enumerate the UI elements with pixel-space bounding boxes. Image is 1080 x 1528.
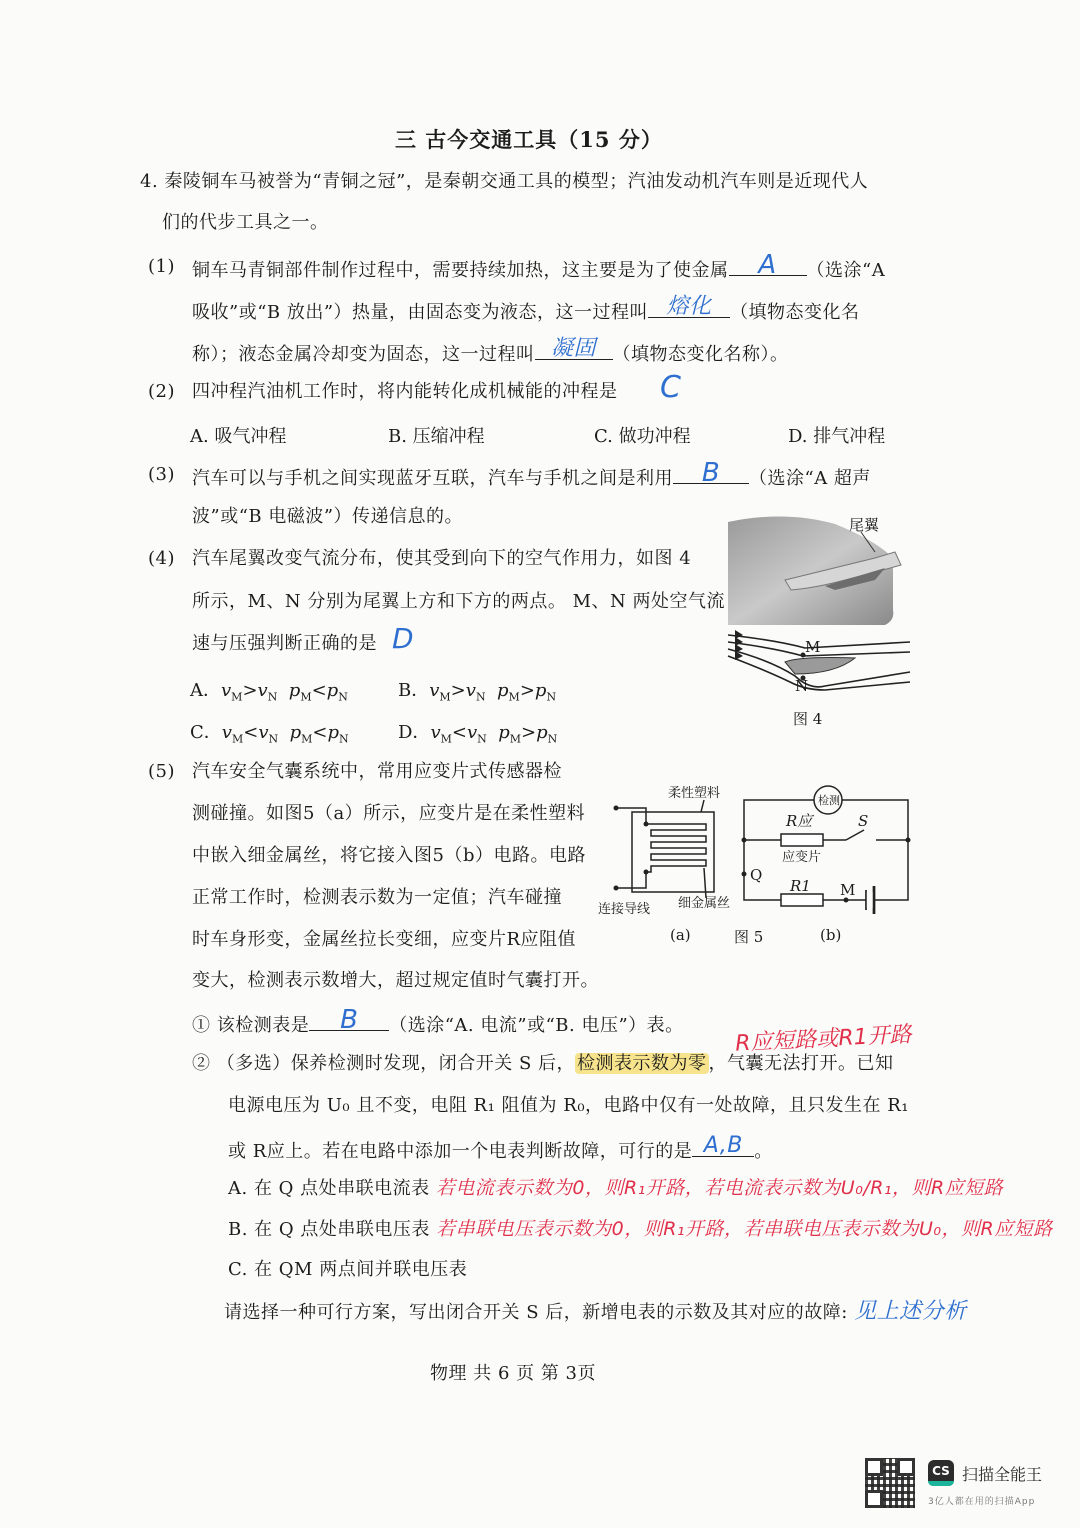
- red-margin-note: R应短路或R1开路: [734, 1022, 913, 1057]
- sub2-text: 或 R应上。若在电路中添加一个电表判断故障，可行的是: [228, 1141, 693, 1162]
- q4-p5-line: 变大，检测表示数增大，超过规定值时气囊打开。: [192, 970, 599, 991]
- q4-p1-text: （填物态变化名称）。: [612, 344, 789, 365]
- q4-p3-line2: 波”或“B 电磁波”）传递信息的。: [192, 506, 464, 527]
- q4-p1-text: 吸收”或“B 放出”）热量，由固态变为液态，这一过程叫: [192, 302, 649, 323]
- q4-p4-number: (4): [148, 548, 175, 569]
- watermark-app-name: 扫描全能王: [962, 1465, 1043, 1484]
- point-m-label: M: [805, 638, 821, 656]
- answer-blank[interactable]: [535, 336, 613, 361]
- page-footer: 物理 共 6 页 第 3页: [430, 1363, 597, 1384]
- sub2-text: ，气囊无法打开。已知: [708, 1053, 894, 1074]
- watermark-tagline: 3亿人都在用的扫描App: [928, 1497, 1036, 1507]
- figure-5: [596, 780, 916, 950]
- q4-intro-line1: 4. 秦陵铜车马被誉为“青铜之冠”，是秦朝交通工具的模型；汽油发动机汽车则是近现代人: [140, 171, 869, 192]
- q4-p2-number: (2): [148, 381, 175, 402]
- answer-blank[interactable]: [729, 250, 807, 280]
- lead-wire-label: 连接导线: [598, 902, 651, 917]
- q4-p1-line2: [192, 294, 860, 325]
- q4-p1-line1: [192, 250, 886, 283]
- handwritten-answer: 熔化: [666, 294, 712, 319]
- answer-blank[interactable]: [692, 1133, 754, 1158]
- q4-p5-line: 中嵌入细金属丝，将它接入图5（b）电路。电路: [192, 845, 586, 866]
- handwritten-answer: B: [701, 458, 721, 488]
- q4-p5-sub2-option-b: [228, 1217, 1053, 1242]
- q4-p5-sub2-option-c: C. 在 QM 两点间并联电压表: [228, 1259, 468, 1280]
- q4-p3-text: （选涂“A 超声: [749, 468, 871, 489]
- q4-intro-line2: 们的代步工具之一。: [162, 212, 329, 233]
- handwritten-answer: D: [392, 622, 414, 655]
- r-strain-label: R应: [786, 812, 813, 830]
- option-text: B. 在 Q 点处串联电压表: [228, 1219, 430, 1240]
- q4-p5-final-prompt: [224, 1300, 967, 1325]
- q4-p1-text: 称）；液态金属冷却变为固态，这一过程叫: [192, 344, 535, 365]
- red-handwritten-note: 若电流表示数为0，则R₁开路，若电流表示数为U₀/R₁，则R应短路: [435, 1177, 1004, 1199]
- camscanner-logo-icon: CS: [928, 1460, 954, 1486]
- r1-label: R1: [790, 877, 811, 895]
- q4-p1-text: （选涂“A: [806, 260, 886, 281]
- q4-p5-number: (5): [148, 761, 175, 782]
- sub1-number: ①: [192, 1015, 211, 1036]
- switch-label: S: [858, 812, 869, 830]
- q4-p3-number: (3): [148, 464, 175, 485]
- q4-p2-option-c: C. 做功冲程: [594, 426, 691, 447]
- sub1-text: 该检测表是: [216, 1015, 310, 1036]
- q4-p5-line: 测碰撞。如图5（a）所示，应变片是在柔性塑料: [192, 803, 586, 824]
- q4-p1-text: （填物态变化名: [730, 302, 860, 323]
- point-q-label: Q: [750, 866, 763, 884]
- strain-gauge-label: 应变片: [782, 850, 822, 865]
- q4-p4-option-b: B．$v_M>v_N$ $p_M>p_N$: [398, 680, 557, 704]
- sub2-text: （多选）保养检测时发现，闭合开关 S 后，: [216, 1053, 576, 1074]
- q4-p4-line3: 速与压强判断正确的是: [192, 633, 377, 654]
- red-handwritten-note: 若串联电压表示数为0，则R₁开路，若串联电压表示数为U₀，则R应短路: [436, 1218, 1053, 1240]
- q4-p2-option-d: D. 排气冲程: [788, 426, 886, 447]
- qr-code-icon: [865, 1458, 915, 1508]
- q4-p5-sub2-line2: 电源电压为 U₀ 且不变，电阻 R₁ 阻值为 R₀，电路中仅有一处故障，且只发生在 R₁: [228, 1095, 910, 1116]
- q4-p5-sub2-line3: [228, 1133, 773, 1164]
- plastic-label: 柔性塑料: [668, 786, 721, 801]
- q4-p4-option-c: C．$v_M<v_N$ $p_M<p_N$: [190, 722, 349, 746]
- q4-p4-line1: 汽车尾翼改变气流分布，使其受到向下的空气作用力，如图 4: [192, 548, 692, 569]
- highlighted-text: 检测表示数为零: [577, 1053, 707, 1074]
- q4-p1-number: (1): [148, 256, 175, 277]
- car-spoiler-illustration: [725, 510, 915, 730]
- figure-4-caption: 图 4: [793, 710, 823, 728]
- q4-p1-line3: [192, 336, 789, 367]
- q4-p5-sub1: [192, 1005, 684, 1038]
- q4-p4-option-d: D．$v_M<v_N$ $p_M>p_N$: [398, 722, 558, 746]
- figure-4: [725, 510, 915, 730]
- q4-p2-option-a: A. 吸气冲程: [190, 426, 287, 447]
- handwritten-answer: 见上述分析: [854, 1299, 967, 1324]
- q4-p5-line: 正常工作时，检测表示数为一定值；汽车碰撞: [192, 887, 562, 908]
- answer-blank[interactable]: [648, 294, 730, 319]
- q4-p5-sub2-option-a: [228, 1176, 1003, 1201]
- q4-p4-option-a: A．$v_M>v_N$ $p_M<p_N$: [190, 680, 348, 704]
- answer-blank[interactable]: [673, 458, 749, 488]
- point-n-label: N: [795, 677, 809, 695]
- figure-5-caption: 图 5: [734, 928, 764, 946]
- point-m-label: M: [840, 881, 856, 899]
- strain-gauge-circuit-diagram: [596, 780, 916, 950]
- figure-a-tag: (a): [670, 926, 691, 944]
- sub2-text: 。: [754, 1141, 773, 1162]
- handwritten-answer: A,B: [703, 1133, 743, 1158]
- answer-blank[interactable]: [309, 1005, 389, 1035]
- handwritten-answer: 凝固: [550, 336, 596, 361]
- q4-p5-line: 汽车安全气囊系统中，常用应变片式传感器检: [192, 761, 562, 782]
- meter-label: 检测: [818, 794, 840, 807]
- q4-p3-line1: [192, 458, 871, 491]
- handwritten-answer: A: [758, 250, 777, 280]
- q4-p5-line: 时车身形变，金属丝拉长变细，应变片R应阻值: [192, 929, 577, 950]
- sub2-number: ②: [192, 1053, 211, 1074]
- q4-p2-option-b: B. 压缩冲程: [388, 426, 485, 447]
- q4-p1-text: 铜车马青铜部件制作过程中，需要持续加热，这主要是为了使金属: [192, 260, 729, 281]
- q4-p3-text: 汽车可以与手机之间实现蓝牙互联，汽车与手机之间是利用: [192, 468, 673, 489]
- q4-p5-sub2-line1: [192, 1052, 894, 1076]
- figure-b-tag: (b): [820, 926, 842, 944]
- final-prompt-text: 请选择一种可行方案，写出闭合开关 S 后，新增电表的示数及其对应的故障:: [224, 1302, 848, 1323]
- sub1-text: （选涂“A. 电流”或“B. 电压”）表。: [389, 1015, 684, 1036]
- metal-wire-label: 细金属丝: [678, 896, 731, 911]
- q4-p4-line2: 所示，M、N 分别为尾翼上方和下方的两点。 M、N 两处空气流: [192, 591, 726, 612]
- handwritten-answer: B: [340, 1005, 359, 1035]
- section-title: 三 古今交通工具（15 分）: [395, 127, 663, 152]
- spoiler-label: 尾翼: [849, 516, 880, 534]
- option-text: A. 在 Q 点处串联电流表: [228, 1178, 430, 1199]
- handwritten-answer: C: [660, 370, 681, 405]
- q4-p2-question: 四冲程汽油机工作时，将内能转化成机械能的冲程是: [192, 381, 618, 402]
